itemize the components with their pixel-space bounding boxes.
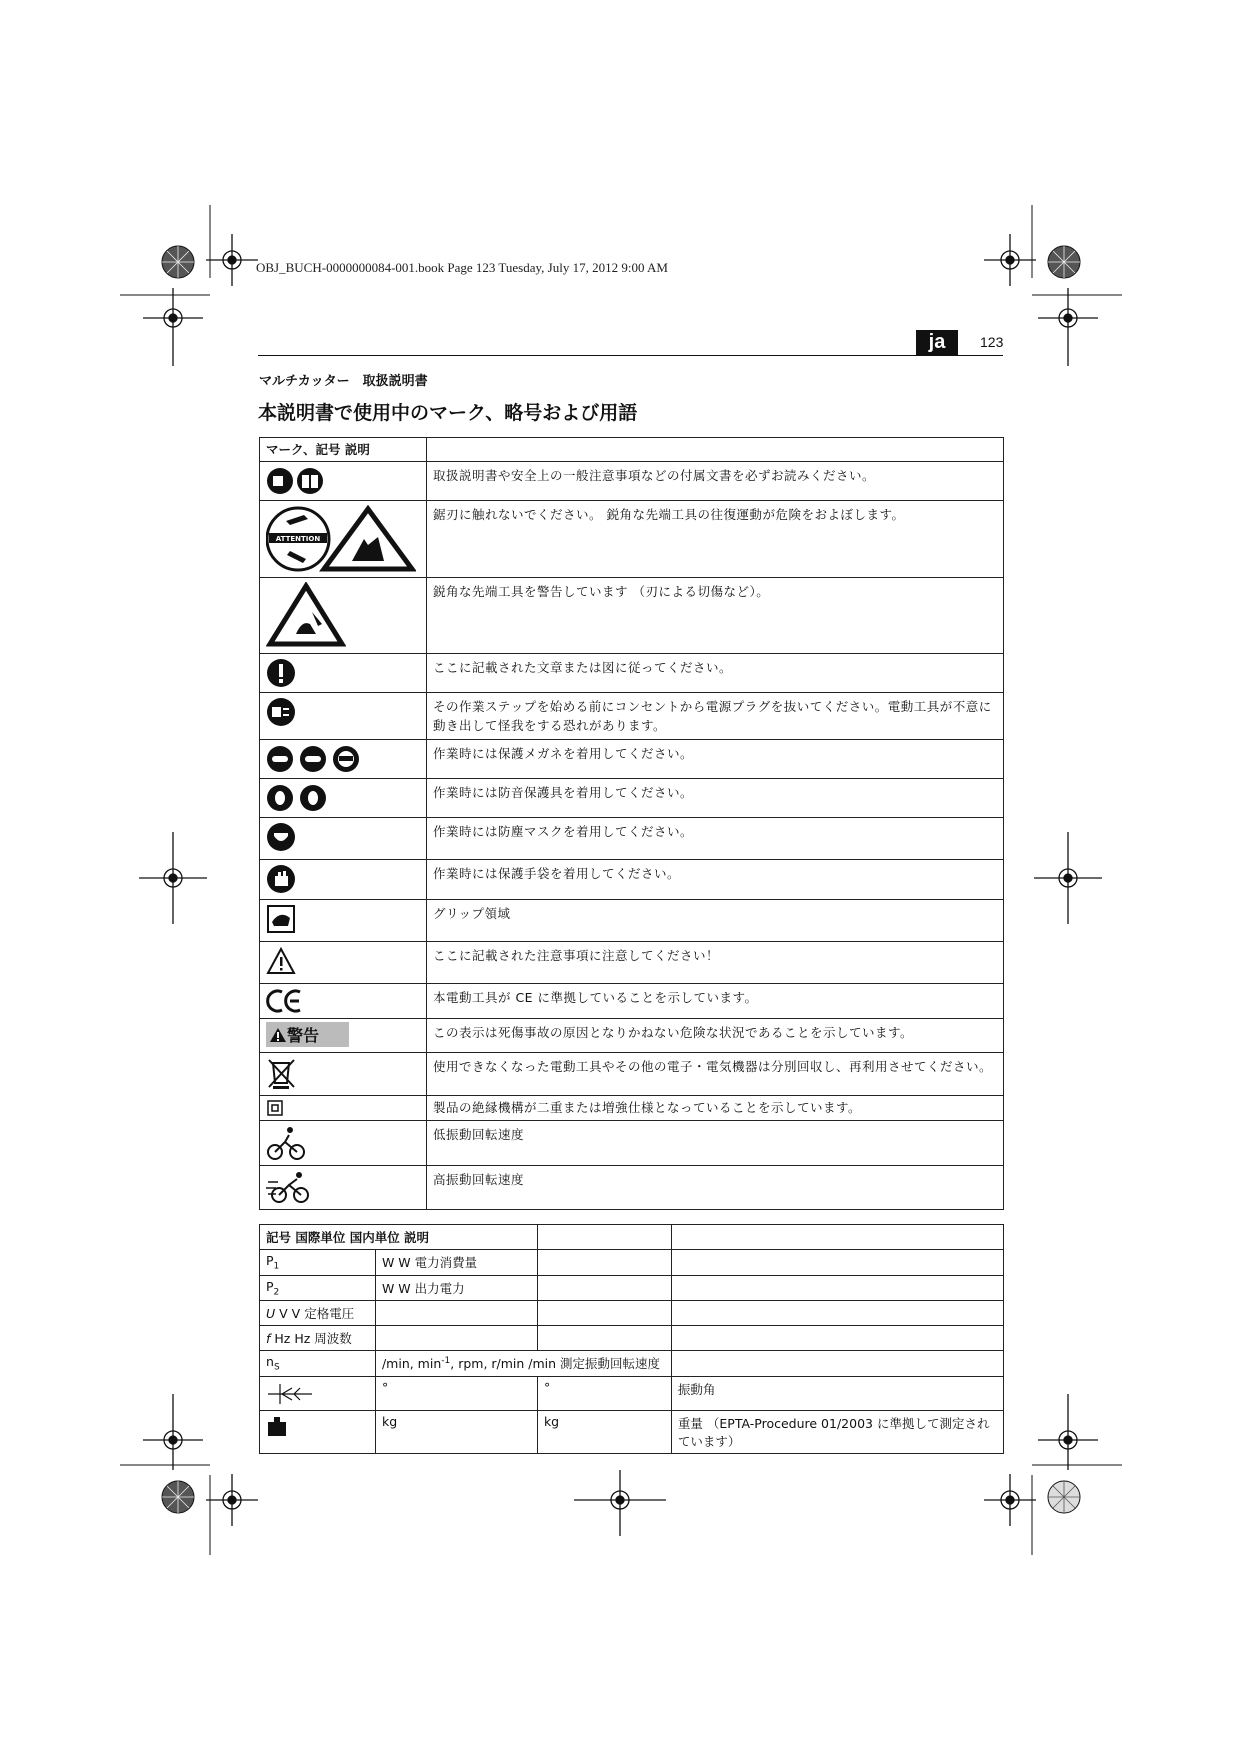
symbol-cell: $n_S$ xyxy=(260,1351,376,1377)
table-row xyxy=(260,740,1004,779)
row-text: /min, $\min^{-1}$, rpm, r/min /min 測定振動回転速度 xyxy=(375,1351,671,1377)
row-description: 高振動回転速度 xyxy=(426,1166,1003,1210)
symbols-table xyxy=(259,437,1004,1210)
table-row xyxy=(260,1351,1004,1377)
row-description: 使用できなくなった電動工具やその他の電子・電気機器は分別回収し、再利用させてください。 xyxy=(426,1053,1003,1096)
row-description: この表示は死傷事故の原因となりかねない危険な状況であることを示しています。 xyxy=(426,1019,1003,1053)
row-description: ここに記載された注意事項に注意してください！ xyxy=(426,942,1003,984)
row-description: グリップ領域 xyxy=(426,900,1003,942)
table-row xyxy=(260,1275,1004,1301)
row-description: 本電動工具が CE に準拠していることを示しています。 xyxy=(426,984,1003,1019)
slow-cyclist-icon xyxy=(266,1125,420,1161)
row-description: 作業時には防塵マスクを着用してください。 xyxy=(426,818,1003,860)
row-text: 振動角 xyxy=(671,1376,1003,1410)
row-description: 作業時には保護手袋を着用してください。 xyxy=(426,860,1003,900)
warning-label-text: 警告 xyxy=(287,1026,320,1045)
language-badge: ja xyxy=(916,330,958,355)
table-row xyxy=(260,462,1004,501)
table-row xyxy=(260,1326,1004,1351)
table-row xyxy=(260,1410,1004,1453)
eye-protection-icon xyxy=(266,744,420,774)
table-header-cell xyxy=(260,438,427,462)
table-row xyxy=(260,1250,1004,1276)
row-text: W W 電力消費量 xyxy=(375,1250,537,1276)
fast-cyclist-icon xyxy=(266,1170,420,1204)
row-text: ° xyxy=(375,1376,537,1410)
weight-icon xyxy=(266,1414,369,1438)
table-header-row xyxy=(260,438,1004,462)
double-insulation-icon xyxy=(266,1099,420,1117)
table-row xyxy=(260,984,1004,1019)
row-text: 重量 （EPTA-Procedure 01/2003 に準拠して測定されています） xyxy=(671,1410,1003,1453)
row-description: 製品の絶縁機構が二重または増強仕様となっていることを示しています。 xyxy=(426,1096,1003,1121)
read-manual-icon xyxy=(266,466,420,496)
table-row xyxy=(260,501,1004,578)
header-rule xyxy=(258,355,1003,356)
table-row xyxy=(260,1121,1004,1166)
ear-protection-icon xyxy=(266,783,420,813)
row-text: W W 出力電力 xyxy=(375,1275,537,1301)
caution-triangle-icon xyxy=(266,946,420,976)
row-description: 鋸刃に触れないでください。 鋭角な先端工具の往復運動が危険をおよぼします。 xyxy=(426,501,1003,578)
row-text: kg xyxy=(537,1410,671,1453)
mandatory-exclamation-icon xyxy=(266,658,420,688)
symbol-cell: U V V 定格電圧 xyxy=(260,1301,376,1326)
table-row xyxy=(260,1019,1004,1053)
page-number: 123 xyxy=(980,334,1004,350)
table-row xyxy=(260,1096,1004,1121)
row-description: 取扱説明書や安全上の一般注意事項などの付属文書を必ずお読みください。 xyxy=(426,462,1003,501)
table-header-row xyxy=(260,1225,1004,1250)
gloves-icon xyxy=(266,864,420,894)
attention-blade-warning-icon xyxy=(266,505,420,573)
row-description: 鋭角な先端工具を警告しています （刃による切傷など）。 xyxy=(426,578,1003,654)
symbol-cell: $P_2$ xyxy=(260,1275,376,1301)
svg-text:ATTENTION: ATTENTION xyxy=(275,535,321,543)
oscillation-angle-icon xyxy=(266,1380,369,1404)
table-row xyxy=(260,578,1004,654)
weee-bin-icon xyxy=(266,1057,420,1091)
table-row xyxy=(260,942,1004,984)
table-row xyxy=(260,1376,1004,1410)
table-row xyxy=(260,900,1004,942)
row-description: ここに記載された文章または図に従ってください。 xyxy=(426,654,1003,693)
section-title: 本説明書で使用中のマーク、略号および用語 xyxy=(258,402,638,424)
table-row xyxy=(260,693,1004,740)
warning-label-icon xyxy=(266,1022,349,1047)
dust-mask-icon xyxy=(266,822,420,852)
row-text: kg xyxy=(375,1410,537,1453)
row-description: 低振動回転速度 xyxy=(426,1121,1003,1166)
units-table xyxy=(259,1224,1004,1454)
table-row xyxy=(260,860,1004,900)
table-row xyxy=(260,1053,1004,1096)
table-row xyxy=(260,818,1004,860)
table-row xyxy=(260,1166,1004,1210)
table-row xyxy=(260,654,1004,693)
grip-area-icon xyxy=(266,904,420,934)
row-description: その作業ステップを始める前にコンセントから電源プラグを抜いてください。電動工具が不意に動き出して怪我をする恐れがあります。 xyxy=(426,693,1003,740)
unplug-icon xyxy=(266,697,420,727)
sharp-tool-warning-icon xyxy=(266,582,420,648)
row-text: ° xyxy=(537,1376,671,1410)
table-row xyxy=(260,1301,1004,1326)
file-info-line: OBJ_BUCH-0000000084-001.book Page 123 Tuesday, July 17, 2012 9:00 AM xyxy=(256,260,668,275)
row-description: 作業時には防音保護具を着用してください。 xyxy=(426,779,1003,818)
table-header: マーク、記号 説明 xyxy=(266,442,370,457)
symbol-cell: $P_1$ xyxy=(260,1250,376,1276)
table-header: 記号 国際単位 国内単位 説明 xyxy=(266,1230,430,1245)
row-description: 作業時には保護メガネを着用してください。 xyxy=(426,740,1003,779)
manual-subtitle: マルチカッター 取扱説明書 xyxy=(259,374,428,389)
symbol-cell: f Hz Hz 周波数 xyxy=(260,1326,376,1351)
ce-mark-icon xyxy=(266,988,420,1014)
table-row xyxy=(260,779,1004,818)
